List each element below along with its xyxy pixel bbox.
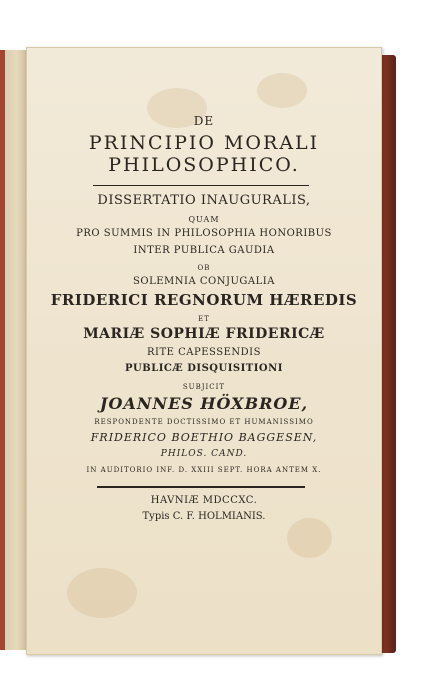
solemnia-line: SOLEMNIA CONJUGALIA [133, 276, 275, 287]
dissertatio-line: DISSERTATIO INAUGURALIS, [97, 193, 311, 208]
publicae-line: PUBLICÆ DISQUISITIONI [125, 363, 283, 374]
printer-line: Typis C. F. HOLMIANIS. [142, 511, 266, 522]
title-de: DE [193, 114, 215, 128]
title-line2: PHILOSOPHICO. [108, 154, 300, 176]
red-edge [0, 50, 5, 650]
place-date-line: HAVNIÆ MDCCXC. [150, 495, 258, 506]
friderici-line: FRIDERICI REGNORUM HÆREDIS [50, 291, 358, 309]
inter-publica-line: INTER PUBLICA GAUDIA [133, 245, 275, 256]
ob-line: OB [197, 264, 211, 272]
author-line: JOANNES HÖXBROE, [99, 394, 309, 413]
mariae-line: MARIÆ SOPHIÆ FRIDERICÆ [83, 326, 325, 342]
subjicit-line: SUBJICIT [182, 383, 226, 391]
left-page-edge [0, 50, 29, 650]
bottom-rule [97, 486, 305, 488]
pro-summis-line: PRO SUMMIS IN PHILOSOPHIA HONORIBUS [76, 228, 332, 239]
title-rule [93, 185, 309, 186]
rite-line: RITE CAPESSENDIS [147, 347, 261, 358]
title-line1: PRINCIPIO MORALI [88, 132, 320, 154]
et-line: ET [198, 315, 210, 323]
philos-line: PHILOS. CAND. [160, 449, 248, 459]
quam-line: QUAM [188, 215, 220, 224]
title-page-text [27, 48, 381, 654]
title-page [26, 47, 382, 655]
auditorio-line: IN AUDITORIO INF. D. XXIII SEPT. HORA ANTEM X. [86, 466, 322, 474]
respondente-line: RESPONDENTE DOCTISSIMO ET HUMANISSIMO [94, 418, 314, 426]
respondent-name-line: FRIDERICO BOETHIO BAGGESEN, [90, 431, 318, 444]
